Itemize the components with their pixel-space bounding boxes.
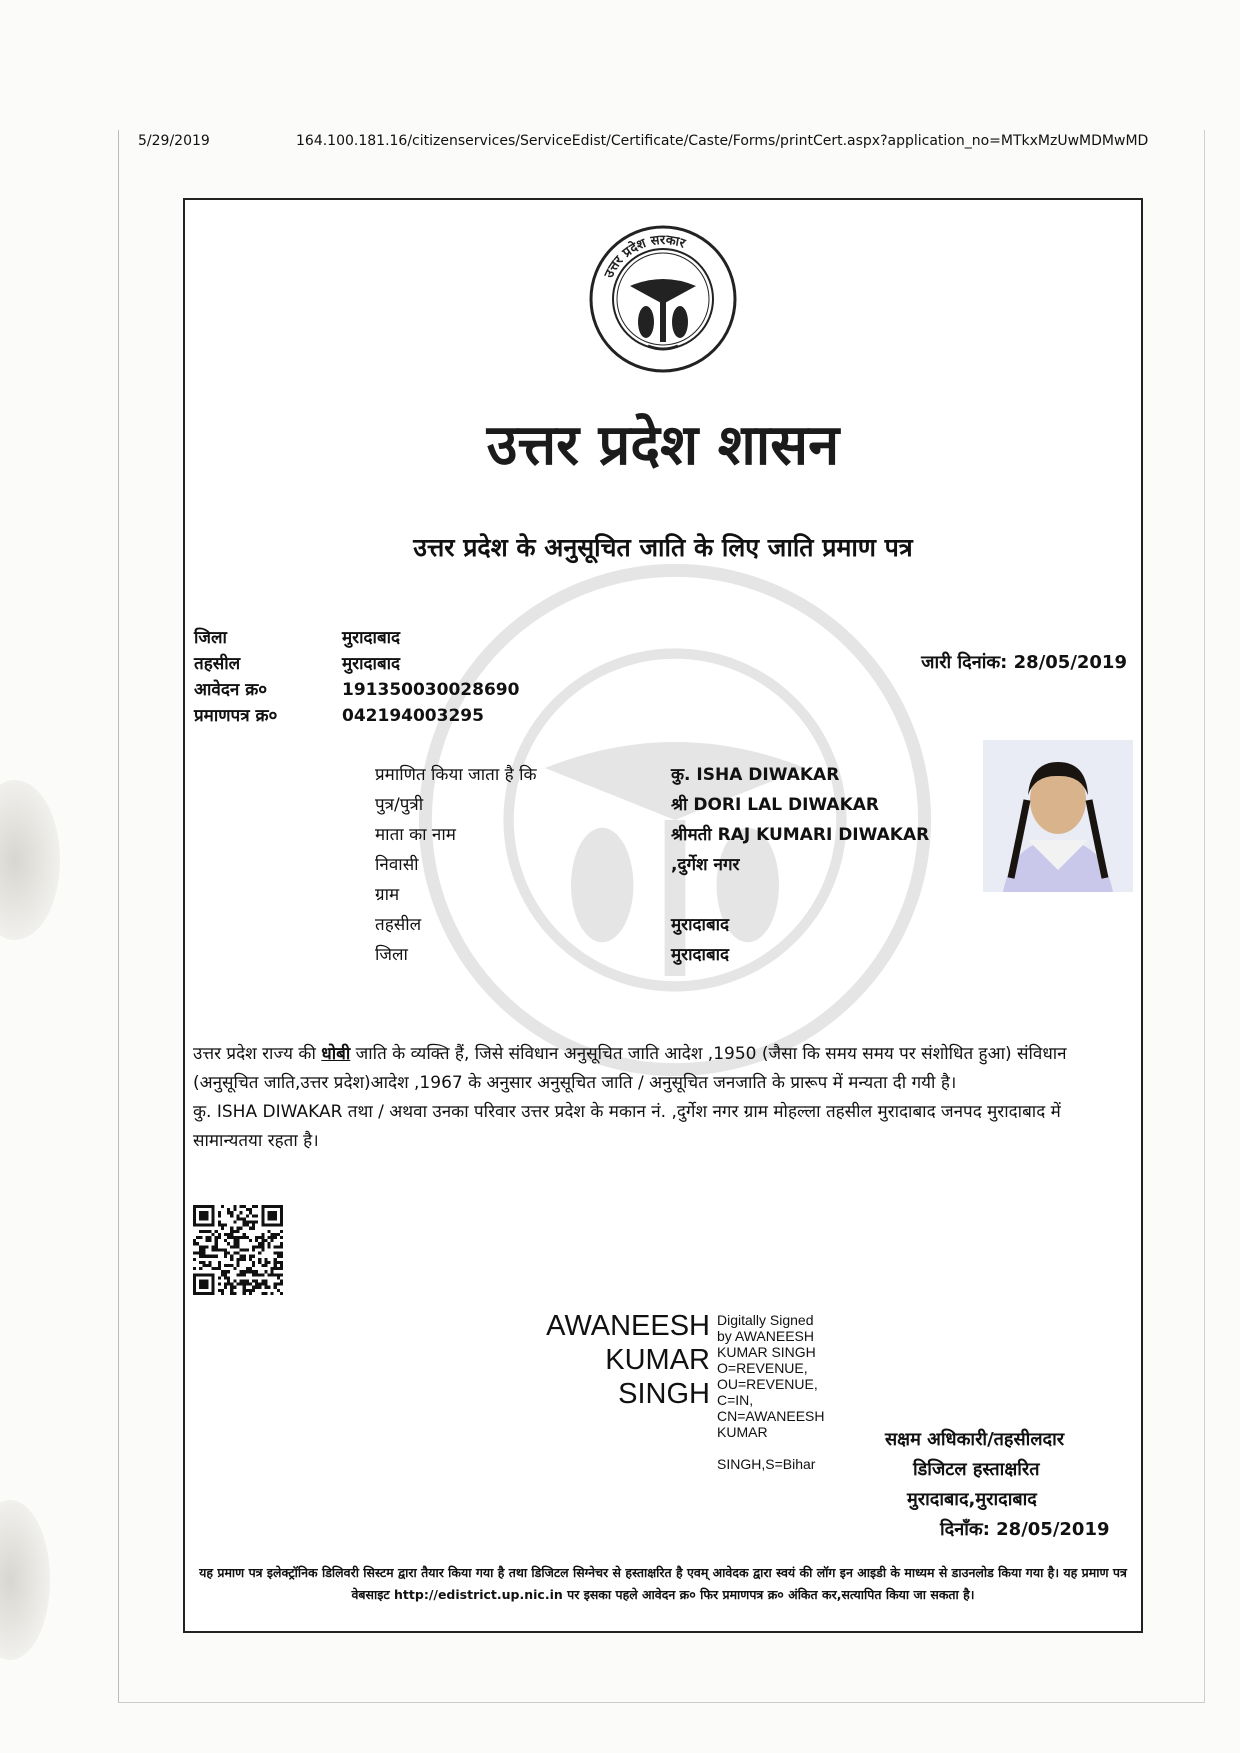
qr-code-icon [193, 1205, 283, 1295]
certificate-subtitle: उत्तर प्रदेश के अनुसूचित जाति के लिए जाति प्रमाण पत्र [413, 533, 913, 562]
certificate-body [193, 1040, 1133, 1156]
body-paragraph: उत्तर प्रदेश राज्य की धोबी जाति के व्यक्ति हैं, जिसे संविधान अनुसूचित जाति आदेश ,1950 (जैसा कि समय समय पर संशोधित हुआ) संविधान (अनुसूचित जाति,उत्तर प्रदेश)आदेश ,1967 के अनुसार अनुसूचित जाति / अनुसूचित जनजाति के प्रारूप में मन्यता दी गयी है। [193, 1044, 1067, 1093]
info-value: मुरादाबाद [342, 654, 401, 674]
detail-value: कु. ISHA DIWAKAR [671, 765, 840, 785]
scan-smudge [0, 780, 60, 940]
applicant-photo [983, 740, 1133, 892]
info-row [194, 677, 519, 703]
body-paragraph: कु. ISHA DIWAKAR तथा / अथवा उनका परिवार उत्तर प्रदेश के मकान नं. ,दुर्गेश नगर ग्राम मोहल्ला तहसील मुरादाबाद जनपद मुरादाबाद में सामान्यतया रहता है। [193, 1102, 1061, 1151]
authority-place: मुरादाबाद,मुरादाबाद [907, 1489, 1037, 1510]
info-row [194, 651, 519, 677]
info-label: प्रमाणपत्र क्र० [194, 706, 278, 726]
detail-label: ग्राम [375, 885, 400, 905]
print-date: 5/29/2019 [138, 133, 210, 149]
scan-smudge [0, 1500, 50, 1660]
detail-value: श्री DORI LAL DIWAKAR [671, 795, 879, 815]
application-info [194, 625, 519, 729]
info-value: 191350030028690 [342, 680, 520, 700]
detail-value: मुरादाबाद [671, 915, 730, 935]
signer-name-line: SINGH [618, 1378, 710, 1410]
authority-designation: सक्षम अधिकारी/तहसीलदार [885, 1429, 1065, 1450]
signature-details: Digitally Signed by AWANEESH KUMAR SINGH O=REVENUE, OU=REVENUE, C=IN, CN=AWANEESH KUMAR SINGH,S=Bihar [717, 1312, 825, 1472]
info-row [194, 703, 519, 729]
detail-label: जिला [375, 945, 408, 965]
info-label: जिला [194, 628, 227, 648]
emblem-ring-text: उत्तर प्रदेश सरकार [601, 232, 688, 281]
info-label: आवेदन क्र० [194, 680, 268, 700]
print-url: 164.100.181.16/citizenservices/ServiceEdist/Certificate/Caste/Forms/printCert.aspx?application_no=MTkxMzUwMDMwMD [296, 133, 1149, 149]
detail-row [375, 910, 929, 940]
up-government-emblem-icon [588, 224, 738, 374]
authority-signed: डिजिटल हस्ताक्षरित [913, 1459, 1040, 1480]
detail-value: ,दुर्गेश नगर [671, 855, 740, 875]
info-label: तहसील [194, 654, 241, 674]
detail-row [375, 820, 929, 850]
detail-row [375, 880, 929, 910]
page-title: उत्तर प्रदेश शासन [486, 412, 840, 478]
detail-value: श्रीमती RAJ KUMARI DIWAKAR [671, 825, 930, 845]
detail-row [375, 850, 929, 880]
applicant-details [375, 760, 929, 970]
info-value: मुरादाबाद [342, 628, 401, 648]
detail-label: माता का नाम [375, 825, 456, 845]
detail-label: तहसील [375, 915, 422, 935]
caste-name: धोबी [321, 1044, 351, 1064]
issuing-authority [885, 1425, 1125, 1545]
certificate-footer-note: यह प्रमाण पत्र इलेक्ट्रॉनिक डिलिवरी सिस्टम द्वारा तैयार किया गया है तथा डिजिटल सिग्नेचर से हस्ताक्षरित है एवम् आवेदक द्वारा स्वयं की लॉग इन आइडी के माध्यम से डाउनलोड किया गया है। यह प्रमाण पत्र वेबसाइट http://edistrict.up.nic.in पर इसका पहले आवेदन क्र० फिर प्रमाणपत्र क्र० अंकित कर,सत्यापित किया जा सकता है। [199, 1565, 1127, 1602]
signer-name-line: KUMAR [605, 1344, 710, 1376]
issue-date: जारी दिनांक: 28/05/2019 [921, 652, 1127, 673]
caste-certificate [183, 198, 1143, 1633]
detail-label: प्रमाणित किया जाता है कि [375, 765, 537, 785]
info-row [194, 625, 519, 651]
detail-row [375, 790, 929, 820]
authority-date: दिनाँक: 28/05/2019 [940, 1519, 1110, 1540]
detail-label: निवासी [375, 855, 419, 875]
info-value: 042194003295 [342, 706, 484, 726]
detail-label: पुत्र/पुत्री [375, 795, 424, 815]
detail-row [375, 760, 929, 790]
signer-name-line: AWANEESH [546, 1310, 710, 1342]
detail-row [375, 940, 929, 970]
detail-value: मुरादाबाद [671, 945, 730, 965]
